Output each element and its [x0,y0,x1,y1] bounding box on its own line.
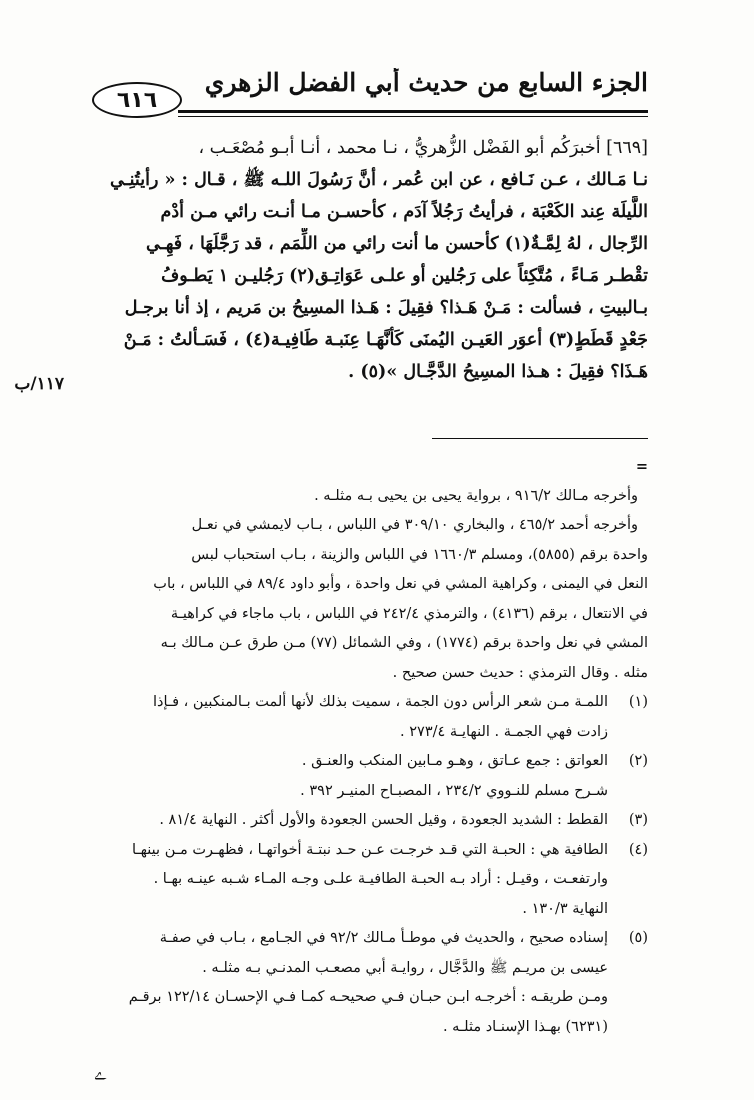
footnote-line: عيسى بن مريـم ﷺ والدَّجَّال ، روايـة أبي مصعـب المدنـي بـه مثلـه . [202,959,608,976]
footnote-number: (٥) [628,930,648,946]
footnote-5 [92,924,648,1042]
hadith-line: جَعْدٍ قَطَطٍ(٣) أعوَر العَيـن اليُمنَى كَأنَّهَـا عِنَبـة طَافِيـة(٤) ، فَسَـألتُ : مَـنْ [123,330,648,350]
footnote-line: شـرح مسلم للنـووي ٢٣٤/٢ ، المصبـاح المنيـر ٣٩٢ . [300,782,608,799]
continuation-mark: = [635,458,648,475]
footnote-line: وأخرجه أحمد ٤٦٥/٢ ، والبخاري ٣٠٩/١٠ في اللباس ، بـاب لايمشي في نعـل [191,517,638,533]
footnote-line: العواتق : جمع عـاتق ، وهـو مـابين المنكب والعنـق . [301,753,608,769]
footnote-line: (٦٢٣١) بهـذا الإسنـاد مثلـه . [442,1018,608,1035]
footnote-line: النهاية ١٣٠/٣ . [522,900,608,917]
footnote-line: ومـن طريقـه : أخرجـه ابـن حبـان فـي صحيحـه كمـا فـي الإحسـان ١٢٢/١٤ برقـم [128,989,608,1005]
page-end-mark: ﮮ [94,1060,107,1081]
footnote-line: وأخرجه مـالك ٩١٦/٢ ، برواية يحيى بن يحيى بـه مثلـه . [314,487,638,504]
footnote-number: (٤) [628,841,648,858]
running-title: الجزء السابع من حديث أبي الفضل الزهري [204,68,648,97]
footnote-4 [92,836,648,925]
hadith-line: الرِّجال ، لهُ لِمَّـةٌ(١) كأحسن ما أنت رائي من اللِّمَم ، قد رَجَّلَهَا ، فَهِـي [145,234,648,254]
manuscript-folio-note: ١١٧/ب [14,374,64,394]
footnote-line: في الانتعال ، برقم (٤١٣٦) ، والترمذي ٢٤٢/٤ في اللباس ، باب ماجاء في كراهيـة [170,605,648,622]
hadith-line: نـا مَـالك ، عـن نَـافع ، عن ابن عُمر ، أنَّ رَسُولَ اللـه ﷺ ، قـال : « رأيتُنِـي [109,170,648,190]
footnote-separator [432,438,648,439]
footnote-number: (٢) [628,753,648,769]
hadith-line: اللَّيلَة عِند الكَعْبَة ، فرأيتُ رَجُلاً آدَم ، كأحسـن مـا أنـت رائي مـن أدْم [160,202,648,222]
footnote-line: وارتفعـت ، وقيـل : أراد بـه الحبـة الطافيـة علـى وجـه المـاء شـبه عينـه بهـا . [153,871,608,887]
hadith-line: بـالبيتِ ، فسألت : مَـنْ هَـذا؟ فقِيلَ : هَـذا المسِيحُ بن مَريم ، إذ أنا برجـل [124,298,648,318]
footnote-line: القطط : الشديد الجعودة ، وقيل الحسن الجعودة والأول أكثر . النهاية ٨١/٤ . [159,812,608,828]
footnote-line: مثله . وقال الترمذي : حديث حسن صحيح . [392,664,648,681]
page-number: ٦١٦ [92,82,182,118]
footnote-line: زادت فهي الجمـة . النهايـة ٢٧٣/٤ . [400,723,608,740]
footnote-number: (٣) [628,812,648,828]
footnote-line: اللمـة مـن شعر الرأس دون الجمة ، سميت بذلك لأنها ألمت بـالمنكبين ، فـإذا [152,694,608,710]
footnote-2 [92,747,648,806]
footnote-line: الطافية هي : الحبـة التي قـد خرجـت عـن حـد نبتـة أخواتهـا ، فظهـرت مـن بينهـا [131,841,608,858]
footnote-1 [92,688,648,747]
footnote-line: واحدة برقم (٥٨٥٥)، ومسلم ١٦٦٠/٣ في اللباس والزينة ، بـاب استحباب لبس [191,546,648,563]
hadith-line: هَـذَا؟ فقِيلَ : هـذا المسِيحُ الدَّجَّـال »(٥) . [348,362,648,382]
hadith-line: تقْطـر مَـاءً ، مُتَّكِئاً على رَجُلين أو علـى عَوَاتِـق(٢) رَجُليـن ١ يَطـوفُ [161,266,648,286]
hadith-line: [٦٦٩] أخبرَكُم أبو الفَضْل الزُّهريُّ ، نـا محمد ، أنـا أبـو مُصْعَـب ، [198,138,648,158]
footnote-number: (١) [628,694,648,710]
footnote-line: إسناده صحيح ، والحديث في موطـأ مـالك ٩٢/٢ في الجـامع ، بـاب في صفـة [159,930,608,946]
footnote-3 [92,806,648,836]
footnotes [92,452,648,1042]
header-rule [178,110,648,113]
footnote-line: المشي في نعل واحدة برقم (١٧٧٤) ، وفي الشمائل (٧٧) مـن طرق عـن مـالك بـه [160,635,648,651]
header-rule-thin [178,116,648,117]
footnote-line: النعل في اليمنى ، وكراهية المشي في نعل واحدة ، وأبو داود ٨٩/٤ في اللباس ، باب [153,576,648,592]
page-header [92,68,648,116]
hadith-text [92,132,648,388]
